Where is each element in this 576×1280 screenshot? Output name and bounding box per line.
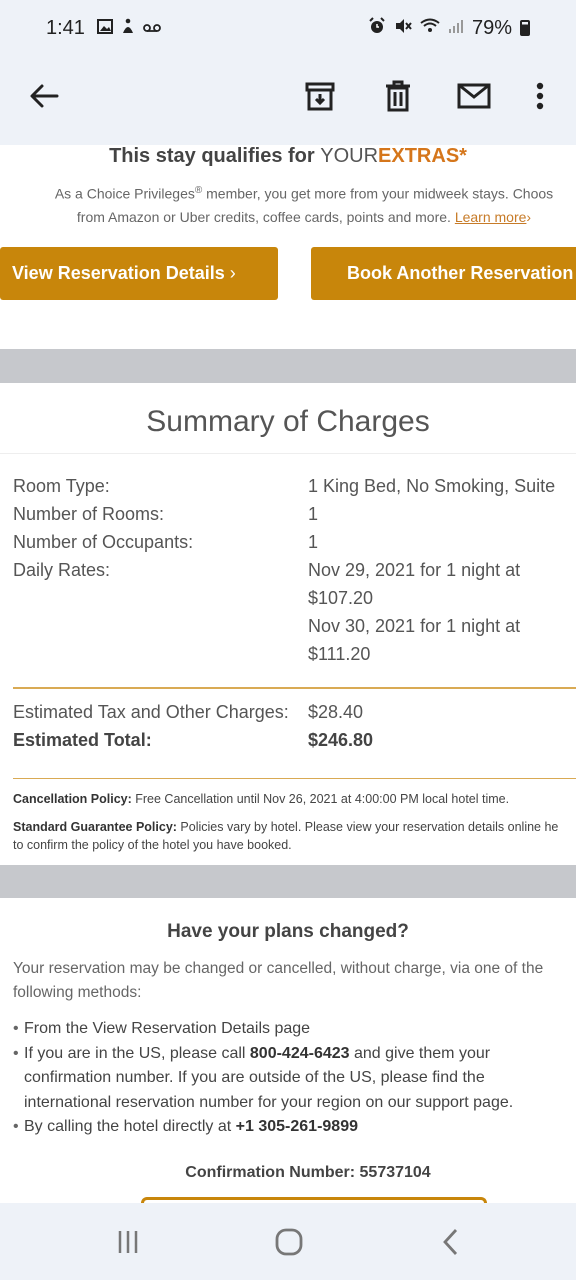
rate-amount: $107.20 xyxy=(308,588,374,608)
guarantee-policy-text-2: to confirm the policy of the hotel you have booked. xyxy=(13,838,292,852)
list-item xyxy=(13,1115,573,1140)
list-item xyxy=(13,1017,573,1042)
plans-intro-line2: following methods: xyxy=(13,984,142,1001)
registered-mark: ® xyxy=(194,185,203,196)
view-details-label: View Reservation Details xyxy=(12,263,225,283)
learn-more-link[interactable]: Learn more xyxy=(454,208,527,225)
app-bar xyxy=(0,68,576,122)
promo-text xyxy=(14,179,576,229)
accessibility-icon xyxy=(121,18,135,38)
status-time: 1:41 xyxy=(46,16,85,39)
book-another-reservation-button[interactable] xyxy=(311,247,576,300)
email-content[interactable] xyxy=(0,145,576,1203)
home-button[interactable] xyxy=(269,1227,309,1257)
more-options-button[interactable] xyxy=(520,76,560,116)
occupants-value: 1 xyxy=(308,532,319,552)
view-reservation-details-button[interactable] xyxy=(0,247,278,300)
hotel-phone-number[interactable]: +1 305-261-9899 xyxy=(235,1118,358,1135)
alarm-icon xyxy=(368,17,386,39)
plans-intro-line1: Your reservation may be changed or cancelled, without charge, via one of the xyxy=(13,960,544,977)
mark-unread-button[interactable] xyxy=(454,76,494,116)
top-bar xyxy=(0,0,576,145)
recents-button[interactable] xyxy=(108,1227,148,1257)
divider xyxy=(0,453,576,454)
room-type-label: Room Type: xyxy=(13,476,110,496)
tax-label: Estimated Tax and Other Charges: xyxy=(13,702,289,722)
guarantee-policy-label: Standard Guarantee Policy: xyxy=(13,820,177,834)
gallery-icon xyxy=(97,19,113,38)
list-item xyxy=(13,1042,573,1116)
recents-icon xyxy=(116,1230,140,1254)
rate-amount: $111.20 xyxy=(308,644,371,664)
promo-title-prefix: This stay qualifies for xyxy=(109,145,321,167)
room-type-value: 1 King Bed, No Smoking, Suite xyxy=(308,476,556,496)
battery-percent: 79% xyxy=(471,16,512,39)
daily-rates-label: Daily Rates: xyxy=(13,560,111,580)
more-vert-icon xyxy=(536,82,544,110)
bullet-text: If you are in the US, please call xyxy=(24,1044,250,1062)
archive-button[interactable] xyxy=(300,76,340,116)
back-button[interactable] xyxy=(24,76,64,116)
section-divider xyxy=(0,865,576,898)
voicemail-icon xyxy=(143,20,161,37)
gold-divider xyxy=(13,778,576,779)
delete-button[interactable] xyxy=(378,76,418,116)
rooms-label: Number of Rooms: xyxy=(13,504,165,524)
bullet-text: and give them your confirmation number. If you are outside of the US, please find the international reservation number for your region on our support page. xyxy=(24,1044,514,1111)
learn-more-chevron-icon: › xyxy=(526,208,532,225)
status-right xyxy=(368,17,530,40)
rooms-value: 1 xyxy=(308,504,319,524)
cancellation-policy-text: Free Cancellation until Nov 26, 2021 at 4:00:00 PM local hotel time. xyxy=(131,792,510,806)
summary-title: Summary of Charges xyxy=(146,405,430,438)
plans-intro xyxy=(13,957,576,1005)
mail-icon xyxy=(457,83,491,109)
plans-title: Have your plans changed? xyxy=(167,921,409,942)
promo-line1-a: As a Choice Privileges xyxy=(54,185,195,202)
occupants-label: Number of Occupants: xyxy=(13,532,194,552)
cancellation-policy xyxy=(13,790,576,808)
brand-extras: EXTRAS* xyxy=(378,145,467,167)
system-nav-bar xyxy=(0,1203,576,1280)
confirmation-number: Confirmation Number: 55737104 xyxy=(185,1164,431,1181)
nav-back-button[interactable] xyxy=(430,1227,470,1257)
book-another-label: Book Another Reservation xyxy=(347,263,574,283)
tax-value: $28.40 xyxy=(308,702,364,722)
us-phone-number[interactable]: 800-424-6423 xyxy=(249,1044,350,1062)
promo-line1-b: member, you get more from your midweek stays. Choos xyxy=(202,185,554,202)
home-icon xyxy=(275,1228,303,1256)
status-bar xyxy=(46,16,530,40)
total-label: Estimated Total: xyxy=(13,730,152,750)
promo-line2: from Amazon or Uber credits, coffee cards, points and more. xyxy=(76,208,455,225)
delete-icon xyxy=(384,80,412,112)
rate-line: Nov 29, 2021 for 1 night at xyxy=(308,560,521,580)
wifi-icon xyxy=(420,18,440,38)
gold-divider xyxy=(13,687,576,689)
archive-icon xyxy=(304,80,336,112)
bullet-text: By calling the hotel directly at xyxy=(24,1118,236,1135)
battery-icon xyxy=(520,20,530,36)
brand-your: YOUR xyxy=(320,145,379,167)
rate-line: Nov 30, 2021 for 1 night at xyxy=(308,616,521,636)
section-divider xyxy=(0,349,576,383)
cancellation-policy-label: Cancellation Policy: xyxy=(13,792,132,806)
guarantee-policy-text: Policies vary by hotel. Please view your reservation details online he xyxy=(176,820,559,834)
bullet-text: From the View Reservation Details page xyxy=(24,1020,311,1037)
signal-icon xyxy=(448,18,464,38)
promo-title xyxy=(0,145,576,167)
back-arrow-icon xyxy=(29,83,59,109)
plans-list xyxy=(13,1017,573,1140)
mute-icon xyxy=(394,17,412,39)
guarantee-policy xyxy=(13,818,576,854)
nav-back-icon xyxy=(441,1228,459,1256)
chevron-right-icon: › xyxy=(229,263,236,283)
total-value: $246.80 xyxy=(308,730,374,750)
